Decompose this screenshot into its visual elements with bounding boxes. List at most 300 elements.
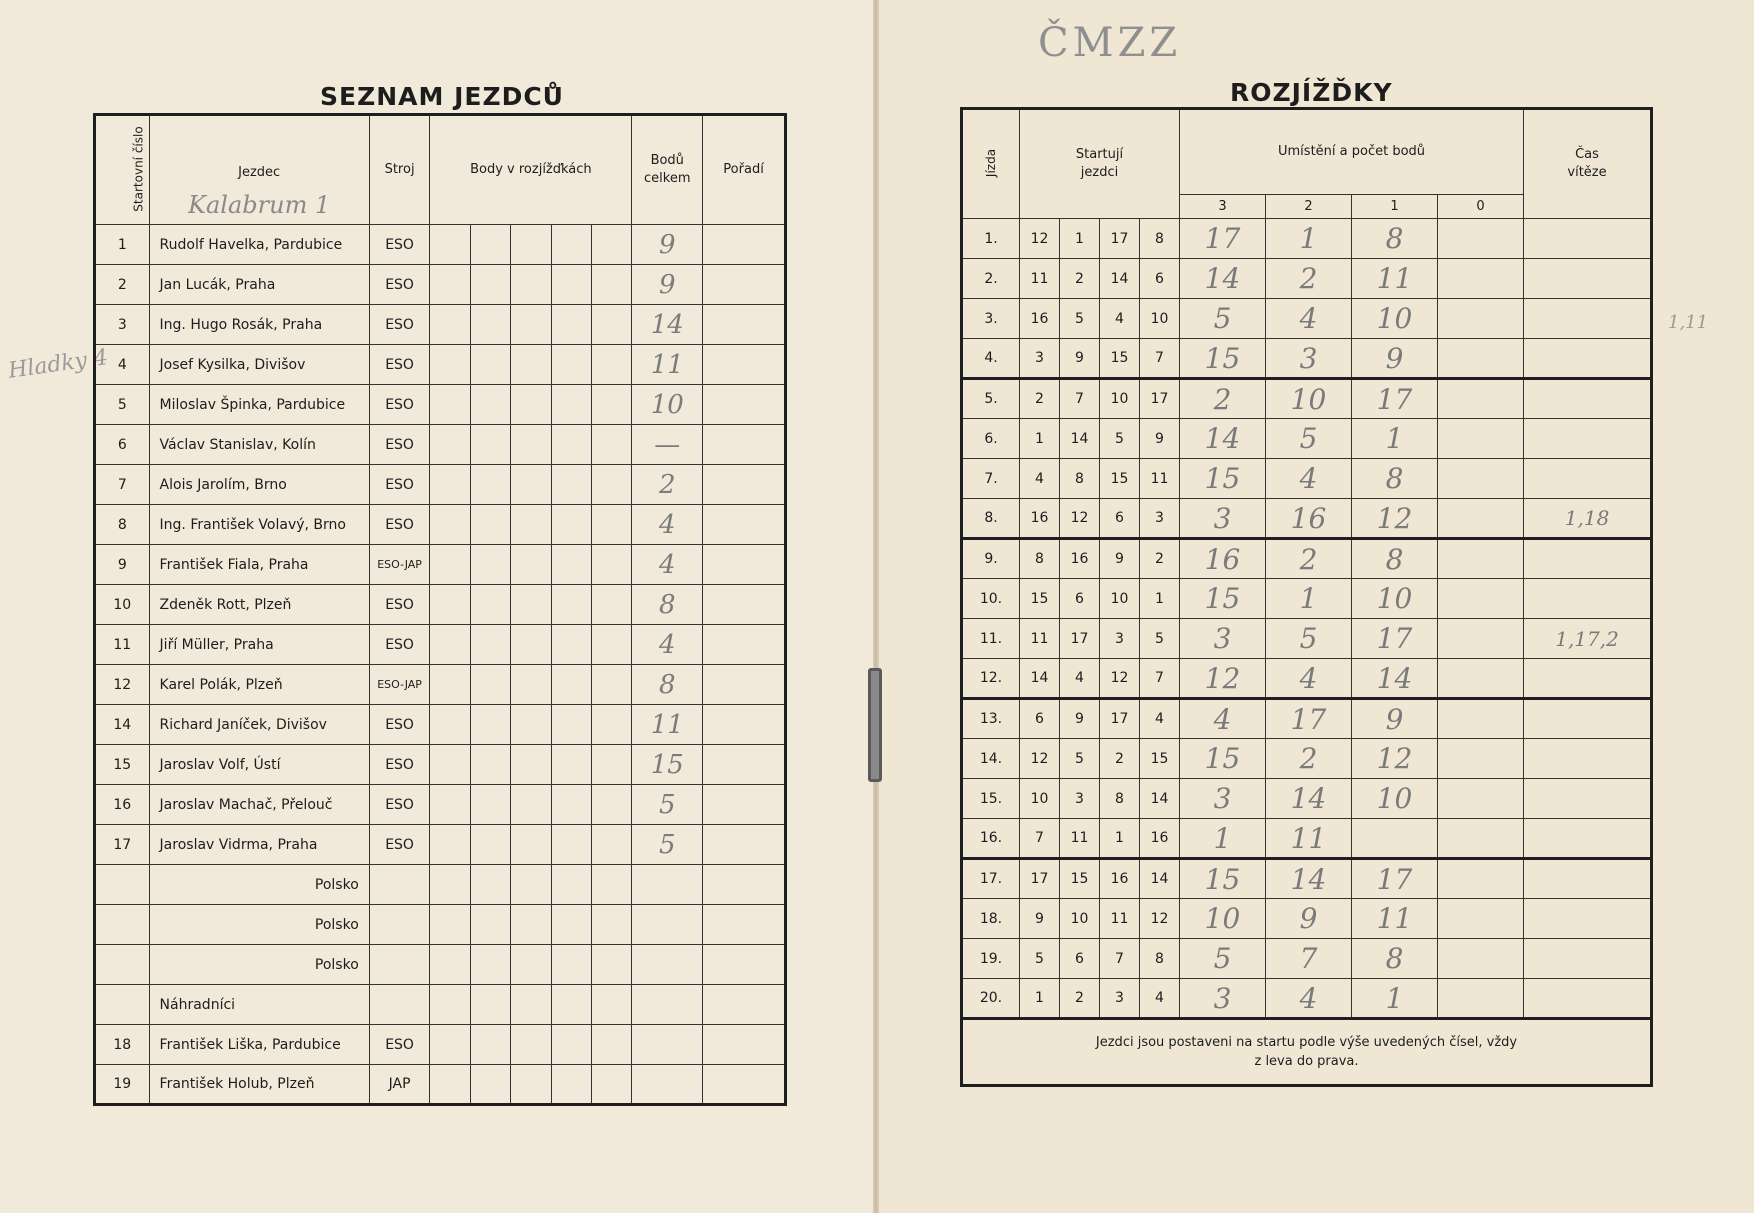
heat-row [962,419,1652,459]
rank-cell [703,585,786,625]
heat-points-cell [511,1025,551,1065]
heat-number: 17. [962,859,1020,899]
heat-number: 11. [962,619,1020,659]
start-number: 19 [95,1065,150,1105]
heat-number: 7. [962,459,1020,499]
riders-list-title: SEZNAM JEZDCŮ [320,82,564,111]
place-1-points: 1 [1352,419,1438,459]
heat-points-cell [511,905,551,945]
place-3-points: 1 [1180,819,1266,859]
place-2-points: 17 [1266,699,1352,739]
rider-name: Polsko [149,865,369,905]
place-3-points: 2 [1180,379,1266,419]
heat-points-cell [430,505,470,545]
starting-rider: 14 [1140,859,1180,899]
place-0-points [1438,539,1524,579]
place-2-points: 14 [1266,859,1352,899]
heat-row [962,499,1652,539]
place-2-points: 10 [1266,379,1352,419]
starting-rider: 17 [1020,859,1060,899]
heat-points-cell [551,585,591,625]
starting-rider: 12 [1100,659,1140,699]
machine [369,985,430,1025]
total-points: 11 [632,345,703,385]
machine: ESO [369,425,430,465]
winner-time [1524,699,1652,739]
total-points: 4 [632,625,703,665]
place-3-points: 15 [1180,739,1266,779]
winner-time [1524,339,1652,379]
starting-rider: 14 [1140,779,1180,819]
rank-cell [703,465,786,505]
total-points: 9 [632,225,703,265]
place-0-points [1438,859,1524,899]
rider-name: Karel Polák, Plzeň [149,665,369,705]
starting-rider: 6 [1060,579,1100,619]
heat-points-cell [511,825,551,865]
machine: ESO [369,1025,430,1065]
start-number [95,945,150,985]
place-2-points: 4 [1266,979,1352,1019]
heat-points-cell [430,345,470,385]
place-0-points [1438,379,1524,419]
rider-row [95,505,786,545]
place-2-points: 11 [1266,819,1352,859]
heat-points-header: Body v rozjížďkách [430,115,632,225]
starting-rider: 16 [1020,299,1060,339]
machine-header: Stroj [369,115,430,225]
rider-name: Miloslav Špinka, Pardubice [149,385,369,425]
winner-time [1524,379,1652,419]
starting-rider: 16 [1020,499,1060,539]
winner-time-header: Čas vítěze [1524,109,1652,219]
rider-row [95,225,786,265]
place-3-points: 15 [1180,859,1266,899]
place-0-points [1438,979,1524,1019]
rider-name: Polsko [149,905,369,945]
place-2-points: 1 [1266,219,1352,259]
starting-rider: 12 [1060,499,1100,539]
starting-rider: 7 [1100,939,1140,979]
heat-header: Jízda [962,109,1020,219]
heat-points-cell [592,545,632,585]
heat-points-cell [470,545,510,585]
place-0-points [1438,939,1524,979]
machine: ESO [369,225,430,265]
heat-points-cell [470,345,510,385]
heat-points-cell [551,265,591,305]
machine: ESO-JAP [369,545,430,585]
place-1-points: 8 [1352,939,1438,979]
starting-rider: 4 [1100,299,1140,339]
heat-points-cell [592,265,632,305]
place-1-points: 11 [1352,899,1438,939]
heat-number: 9. [962,539,1020,579]
heat-points-cell [430,625,470,665]
place-1-points: 10 [1352,579,1438,619]
starting-rider: 16 [1060,539,1100,579]
starting-rider: 10 [1100,379,1140,419]
place-0-points [1438,659,1524,699]
heat-points-cell [592,1025,632,1065]
starting-rider: 5 [1060,739,1100,779]
heat-points-cell [430,705,470,745]
machine: ESO [369,305,430,345]
total-points: 4 [632,505,703,545]
heat-row [962,459,1652,499]
starting-rider: 2 [1060,259,1100,299]
place-0-points [1438,619,1524,659]
heat-points-cell [430,865,470,905]
heat-row [962,619,1652,659]
heat-points-cell [430,585,470,625]
place-1-points: 8 [1352,539,1438,579]
winner-time [1524,259,1652,299]
start-number: 15 [95,745,150,785]
heat-row [962,739,1652,779]
heat-points-cell [430,665,470,705]
heat-points-cell [470,905,510,945]
total-points: 8 [632,585,703,625]
heat-number: 5. [962,379,1020,419]
heat-points-cell [470,665,510,705]
heat-row [962,539,1652,579]
heat-points-cell [551,785,591,825]
starting-rider: 6 [1060,939,1100,979]
place-2-points: 4 [1266,459,1352,499]
starting-rider: 14 [1020,659,1060,699]
heat-points-cell [470,705,510,745]
rank-header: Pořadí [703,115,786,225]
place-2-points: 5 [1266,619,1352,659]
starting-rider: 14 [1060,419,1100,459]
heat-row [962,219,1652,259]
rank-cell [703,865,786,905]
rider-row [95,1065,786,1105]
place-1-points: 9 [1352,339,1438,379]
heat-points-cell [470,385,510,425]
winner-time [1524,819,1652,859]
heat-points-cell [551,985,591,1025]
rank-cell [703,385,786,425]
heat-points-cell [551,865,591,905]
points-3-header: 3 [1180,195,1266,219]
place-1-points: 17 [1352,379,1438,419]
heat-points-cell [470,985,510,1025]
starting-rider: 17 [1100,699,1140,739]
heat-points-cell [430,265,470,305]
start-number: 7 [95,465,150,505]
starting-rider: 11 [1060,819,1100,859]
start-number: 2 [95,265,150,305]
starting-rider: 1 [1140,579,1180,619]
rank-cell [703,945,786,985]
rank-cell [703,265,786,305]
starting-rider: 14 [1100,259,1140,299]
heat-row [962,579,1652,619]
starting-rider: 4 [1140,699,1180,739]
place-3-points: 10 [1180,899,1266,939]
start-number: 16 [95,785,150,825]
heat-points-cell [511,545,551,585]
total-points: 2 [632,465,703,505]
starting-rider: 15 [1140,739,1180,779]
place-0-points [1438,299,1524,339]
rider-name: Václav Stanislav, Kolín [149,425,369,465]
winner-time [1524,219,1652,259]
heat-points-cell [511,505,551,545]
rider-row [95,705,786,745]
place-1-points: 17 [1352,619,1438,659]
winner-time [1524,899,1652,939]
starting-rider: 17 [1140,379,1180,419]
place-3-points: 5 [1180,299,1266,339]
rider-name: František Liška, Pardubice [149,1025,369,1065]
heat-points-cell [551,345,591,385]
place-2-points: 1 [1266,579,1352,619]
starting-rider: 2 [1140,539,1180,579]
place-3-points: 14 [1180,419,1266,459]
heat-points-cell [430,825,470,865]
place-1-points: 14 [1352,659,1438,699]
rider-row [95,745,786,785]
starting-rider: 4 [1140,979,1180,1019]
total-points: 15 [632,745,703,785]
rider-name: Jaroslav Volf, Ústí [149,745,369,785]
heat-points-cell [511,705,551,745]
heat-points-cell [511,865,551,905]
rider-name: Ing. Hugo Rosák, Praha [149,305,369,345]
rider-row [95,585,786,625]
start-number: 9 [95,545,150,585]
starting-rider: 11 [1140,459,1180,499]
winner-time: 1,17,2 [1524,619,1652,659]
heat-points-cell [551,665,591,705]
rider-name: Richard Janíček, Divišov [149,705,369,745]
total-points [632,945,703,985]
starting-rider: 3 [1100,619,1140,659]
starting-rider: 8 [1140,219,1180,259]
rider-row [95,345,786,385]
rider-name: Jaroslav Vidrma, Praha [149,825,369,865]
place-2-points: 14 [1266,779,1352,819]
place-2-points: 5 [1266,419,1352,459]
starting-rider: 16 [1140,819,1180,859]
heat-points-cell [592,465,632,505]
rider-name: Náhradníci [149,985,369,1025]
total-points: 14 [632,305,703,345]
place-3-points: 16 [1180,539,1266,579]
heat-points-cell [511,745,551,785]
heat-number: 13. [962,699,1020,739]
starting-rider: 3 [1140,499,1180,539]
rider-name: Zdeněk Rott, Plzeň [149,585,369,625]
heat-row [962,299,1652,339]
heat-number: 18. [962,899,1020,939]
points-2-header: 2 [1266,195,1352,219]
rider-name: Ing. František Volavý, Brno [149,505,369,545]
starting-rider: 4 [1020,459,1060,499]
heat-points-cell [470,305,510,345]
total-points [632,1025,703,1065]
start-number: 18 [95,1025,150,1065]
heat-points-cell [551,945,591,985]
starting-rider: 5 [1100,419,1140,459]
margin-mark: 1,11 [1668,312,1709,333]
heat-points-cell [551,425,591,465]
heat-points-cell [592,225,632,265]
heat-points-cell [592,825,632,865]
machine: ESO [369,465,430,505]
start-number: 5 [95,385,150,425]
machine: ESO [369,265,430,305]
rider-header: Jezdec Kalabrum 1 [149,115,369,225]
starting-rider: 17 [1100,219,1140,259]
placing-header: Umístění a počet bodů [1180,109,1524,195]
heat-points-cell [470,225,510,265]
starting-rider: 9 [1140,419,1180,459]
starting-rider: 8 [1100,779,1140,819]
winner-time [1524,579,1652,619]
heat-points-cell [592,705,632,745]
heat-points-cell [511,785,551,825]
rank-cell [703,545,786,585]
heat-number: 16. [962,819,1020,859]
place-1-points [1352,819,1438,859]
heat-points-cell [430,745,470,785]
heat-points-cell [470,425,510,465]
heat-number: 6. [962,419,1020,459]
machine [369,865,430,905]
heat-points-cell [592,385,632,425]
rank-cell [703,785,786,825]
starting-rider: 1 [1020,979,1060,1019]
heat-points-cell [511,305,551,345]
heat-points-cell [470,1025,510,1065]
place-2-points: 2 [1266,539,1352,579]
starting-rider: 5 [1140,619,1180,659]
winner-time: 1,18 [1524,499,1652,539]
heat-points-cell [470,945,510,985]
heat-points-cell [511,225,551,265]
starting-rider: 5 [1020,939,1060,979]
winner-time [1524,939,1652,979]
heat-points-cell [551,305,591,345]
rider-name: Josef Kysilka, Divišov [149,345,369,385]
heat-points-cell [430,945,470,985]
rank-cell [703,985,786,1025]
total-points: 5 [632,825,703,865]
total-points-header: Bodů celkem [632,115,703,225]
starting-rider: 2 [1020,379,1060,419]
rider-row [95,625,786,665]
heat-number: 3. [962,299,1020,339]
heat-row [962,379,1652,419]
heat-points-cell [511,265,551,305]
heat-points-cell [470,625,510,665]
heat-number: 12. [962,659,1020,699]
machine: ESO [369,625,430,665]
heat-points-cell [592,665,632,705]
rider-name: Polsko [149,945,369,985]
starting-rider: 9 [1060,339,1100,379]
heat-row [962,339,1652,379]
rider-name: František Fiala, Praha [149,545,369,585]
heat-number: 15. [962,779,1020,819]
starting-rider: 9 [1020,899,1060,939]
place-3-points: 3 [1180,619,1266,659]
place-0-points [1438,819,1524,859]
place-2-points: 2 [1266,739,1352,779]
starting-rider: 1 [1060,219,1100,259]
heat-number: 10. [962,579,1020,619]
start-number: 6 [95,425,150,465]
place-1-points: 12 [1352,499,1438,539]
winner-time [1524,659,1652,699]
place-3-points: 12 [1180,659,1266,699]
rank-cell [703,1065,786,1105]
total-points: 4 [632,545,703,585]
winner-time [1524,419,1652,459]
rank-cell [703,505,786,545]
starting-rider: 17 [1060,619,1100,659]
start-number: 8 [95,505,150,545]
place-3-points: 3 [1180,499,1266,539]
place-0-points [1438,219,1524,259]
start-number [95,865,150,905]
place-0-points [1438,419,1524,459]
starting-rider: 9 [1060,699,1100,739]
starting-rider: 6 [1020,699,1060,739]
place-3-points: 3 [1180,779,1266,819]
place-0-points [1438,779,1524,819]
place-1-points: 1 [1352,979,1438,1019]
total-points: 10 [632,385,703,425]
total-points [632,985,703,1025]
starting-rider: 12 [1140,899,1180,939]
heat-row [962,659,1652,699]
rider-row [95,665,786,705]
rider-name: Jan Lucák, Praha [149,265,369,305]
heat-points-cell [511,345,551,385]
rider-row [95,825,786,865]
heat-points-cell [470,825,510,865]
rider-name: Rudolf Havelka, Pardubice [149,225,369,265]
place-0-points [1438,739,1524,779]
heat-number: 14. [962,739,1020,779]
total-points: 9 [632,265,703,305]
heat-points-cell [511,1065,551,1105]
side-note: Hladky 4 [6,345,110,384]
heat-points-cell [551,465,591,505]
place-3-points: 17 [1180,219,1266,259]
heat-points-cell [592,905,632,945]
rank-cell [703,905,786,945]
place-3-points: 5 [1180,939,1266,979]
machine: ESO [369,385,430,425]
starting-rider: 4 [1060,659,1100,699]
place-1-points: 8 [1352,219,1438,259]
starting-rider: 16 [1100,859,1140,899]
place-0-points [1438,499,1524,539]
start-number: 10 [95,585,150,625]
start-number: 17 [95,825,150,865]
winner-time [1524,859,1652,899]
rank-cell [703,625,786,665]
heat-number: 2. [962,259,1020,299]
staple [868,668,882,782]
rider-row [95,865,786,905]
